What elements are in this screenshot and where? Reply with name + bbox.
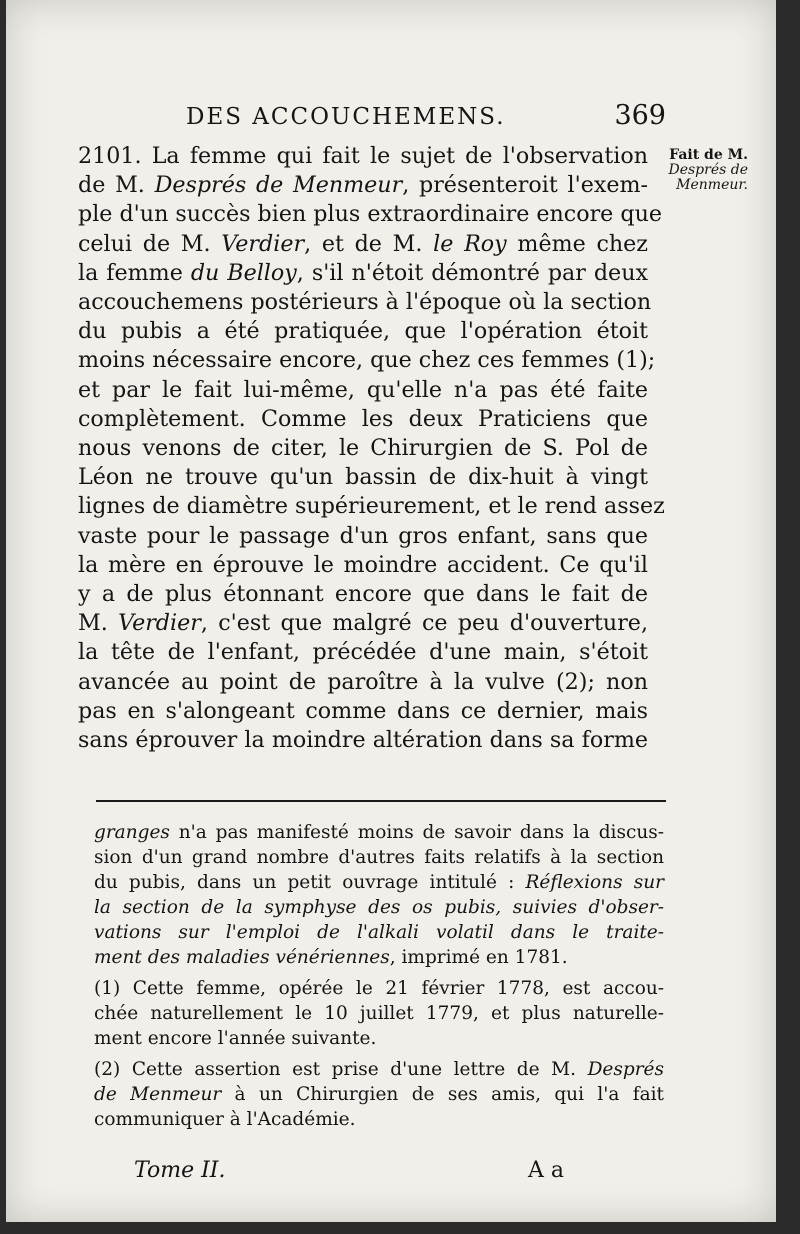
footnote-1-line: ment encore l'année suivante. (94, 1028, 377, 1049)
book-page (6, 0, 776, 1222)
text-line: M. Verdier, c'est que malgré ce peu d'ouverture, (78, 610, 648, 637)
margin-note-line: Després de (668, 162, 748, 178)
footnote-line: granges n'a pas manifesté moins de savoir dans la discus- (94, 822, 664, 843)
text-line: pas en s'alongeant comme dans ce dernier, mais (78, 697, 648, 724)
text-line: sans éprouver la moindre altération dans sa forme (78, 727, 648, 754)
page-number: 369 (614, 100, 666, 131)
text-line: du pubis a été pratiquée, que l'opération étoit (78, 318, 648, 345)
footnotes (94, 820, 664, 1132)
footnote-line: la section de la symphyse des os pubis, suivies d'obser- (94, 897, 664, 918)
text-line: ple d'un succès bien plus extraordinaire encore que (78, 201, 662, 228)
text-line: vaste pour le passage d'un gros enfant, sans que (78, 522, 648, 549)
text-line: de M. Després de Menmeur, présenteroit l'exem- (78, 172, 649, 199)
margin-note (648, 148, 748, 193)
text-line: nous venons de citer, le Chirurgien de S. Pol de (78, 435, 648, 462)
footnote-2-line: communiquer à l'Académie. (94, 1109, 356, 1130)
footnote-line: vations sur l'emploi de l'alkali volatil dans le traite- (94, 922, 664, 943)
text-line: complètement. Comme les deux Praticiens que (78, 405, 648, 432)
main-paragraph (78, 142, 665, 755)
footnote-2-line: de Menmeur à un Chirurgien de ses amis, qui l'a fait (94, 1084, 664, 1105)
text-line: moins nécessaire encore, que chez ces femmes (1); (78, 347, 656, 374)
margin-note-line: Menmeur. (676, 177, 748, 193)
footnote-2-line: (2) Cette assertion est prise d'une lettre de M. Després (94, 1059, 664, 1080)
signature-mark: A a (528, 1158, 564, 1183)
text-line: avancée au point de paroître à la vulve (2); non (78, 668, 648, 695)
footnote-line: du pubis, dans un petit ouvrage intitulé : Réflexions sur (94, 872, 664, 893)
running-title: DES ACCOUCHEMENS. (186, 104, 506, 130)
signature-row (134, 1158, 564, 1183)
running-header (186, 100, 666, 131)
text-line: celui de M. Verdier, et de M. le Roy même chez (78, 230, 648, 257)
text-line: la mère en éprouve le moindre accident. Ce qu'il (78, 551, 648, 578)
text-line: la femme du Belloy, s'il n'étoit démontré par deux (78, 259, 648, 286)
text-line: la tête de l'enfant, précédée d'une main, s'étoit (78, 639, 648, 666)
volume-label: Tome II. (134, 1158, 226, 1183)
text-line: 2101. La femme qui fait le sujet de l'observation (78, 143, 648, 169)
footnote-1-line: chée naturellement le 10 juillet 1779, et plus naturelle- (94, 1003, 664, 1024)
footnote-line: ment des maladies vénériennes, imprimé en 1781. (94, 947, 568, 968)
footnote-1-line: (1) Cette femme, opérée le 21 février 1778, est accou- (94, 978, 664, 999)
text-line: Léon ne trouve qu'un bassin de dix-huit à vingt (78, 464, 648, 491)
footnote-line: sion d'un grand nombre d'autres faits relatifs à la section (94, 847, 664, 868)
text-line: y a de plus étonnant encore que dans le fait de (78, 581, 648, 608)
text-line: accouchemens postérieurs à l'époque où la section (78, 289, 652, 316)
margin-note-line: Fait de M. (669, 147, 748, 163)
footnote-divider (96, 800, 666, 802)
text-line: lignes de diamètre supérieurement, et le rend assez (78, 493, 665, 520)
text-line: et par le fait lui-même, qu'elle n'a pas été faite (78, 376, 648, 403)
